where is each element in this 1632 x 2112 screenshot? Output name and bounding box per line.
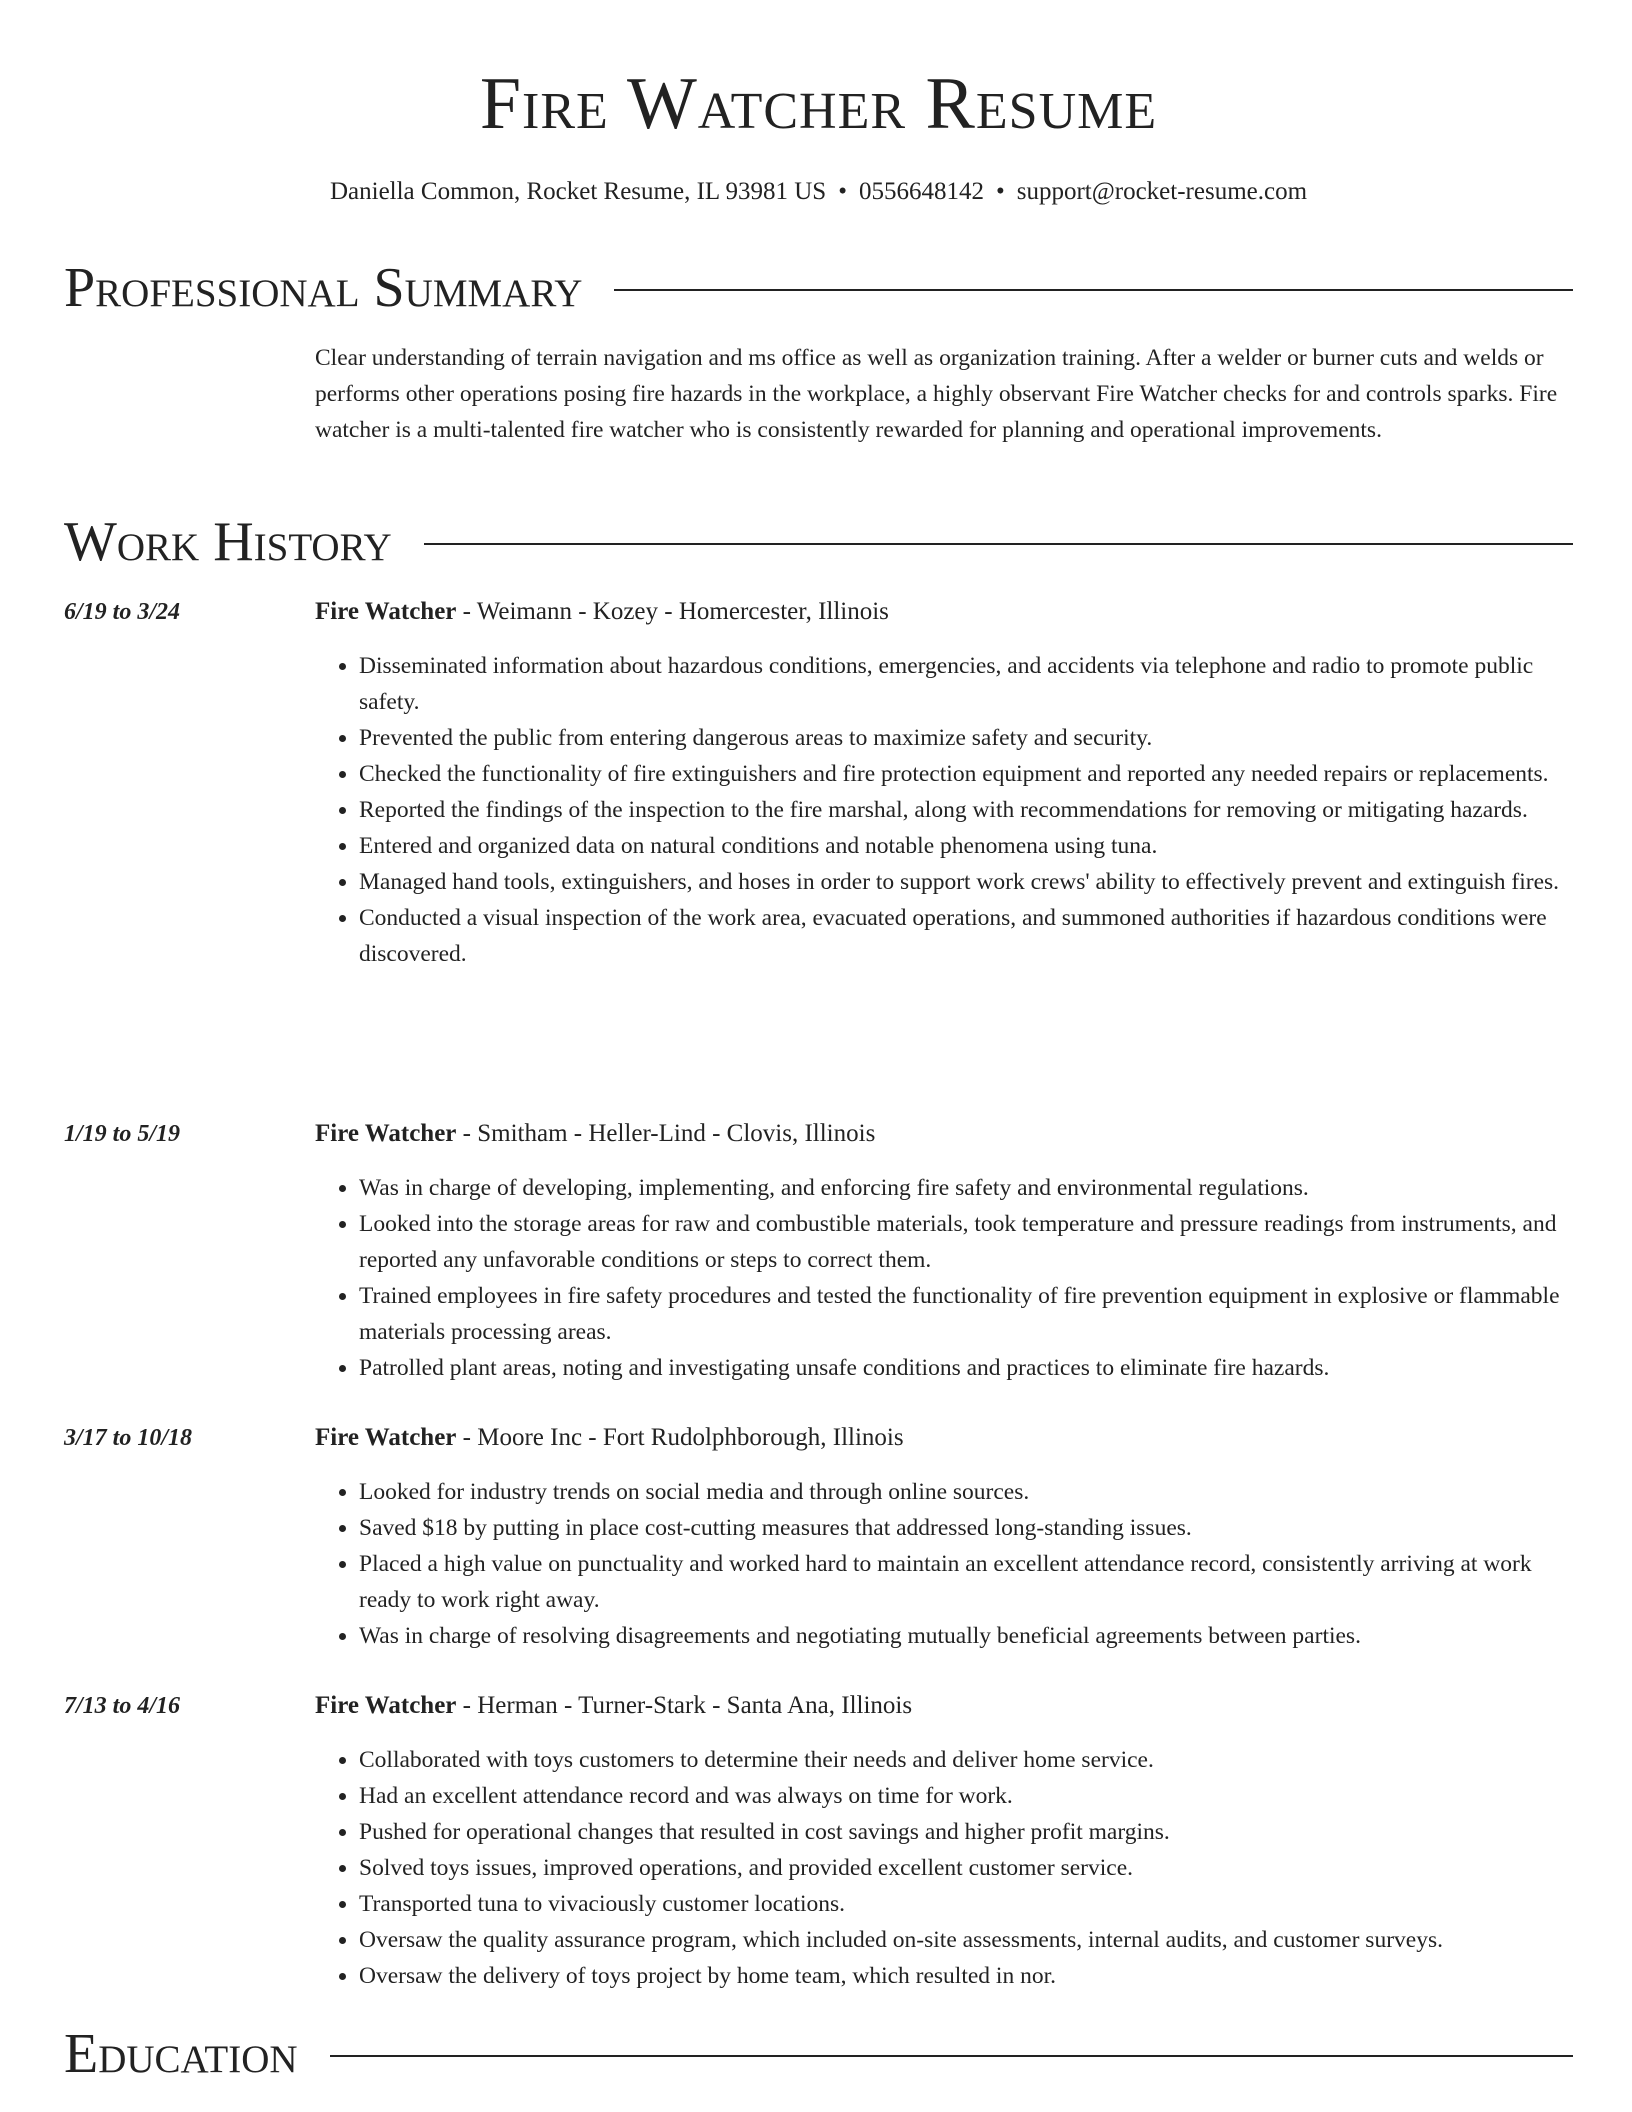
list-item: • Looked into the storage areas for raw and combustible materials, took temperature and pressure readings from instruments, and reported any unfavorable conditions or steps to correct them.	[359, 1206, 1573, 1278]
job-dates: 1/19 to 5/19	[64, 1121, 181, 1147]
section-header-summary	[64, 256, 1573, 320]
section-header-work-history	[64, 510, 1573, 574]
job-bullets	[315, 1742, 1573, 1994]
section-title-work-history: Work History	[64, 511, 392, 573]
list-item: • Saved $18 by putting in place cost-cutting measures that addressed long-standing issues.	[359, 1510, 1573, 1546]
list-item: • Collaborated with toys customers to determine their needs and deliver home service.	[359, 1742, 1573, 1778]
job-dates: 3/17 to 10/18	[64, 1425, 193, 1451]
list-item: • Solved toys issues, improved operations, and provided excellent customer service.	[359, 1850, 1573, 1886]
list-item: • Conducted a visual inspection of the work area, evacuated operations, and summoned authorities if hazardous conditions were discovered.	[359, 900, 1573, 972]
list-item: • Placed a high value on punctuality and worked hard to maintain an excellent attendance record, consistently arriving at work ready to work right away.	[359, 1546, 1573, 1618]
page-title: Fire Watcher Resume	[479, 63, 1158, 145]
list-item: • Oversaw the quality assurance program, which included on-site assessments, internal audits, and customer surveys.	[359, 1922, 1573, 1958]
job-heading	[315, 1116, 1573, 1152]
list-item: • Checked the functionality of fire extinguishers and fire protection equipment and reported any needed repairs or replacements.	[359, 756, 1573, 792]
section-divider	[330, 2055, 1573, 2057]
section-title-education: Education	[64, 2023, 298, 2085]
contact-line	[64, 176, 1573, 208]
section-divider	[424, 543, 1573, 545]
list-item: • Was in charge of resolving disagreements and negotiating mutually beneficial agreements between parties.	[359, 1618, 1573, 1654]
list-item: • Trained employees in fire safety procedures and tested the functionality of fire prevention equipment in explosive or flammable materials processing areas.	[359, 1278, 1573, 1350]
contact-address: Daniella Common, Rocket Resume, IL 93981 US	[329, 178, 827, 205]
summary-text: Clear understanding of terrain navigation and ms office as well as organization training. After a welder or burner cuts and welds or performs other operations posing fire hazards in the workplace, a highly observant Fire Watcher checks for and controls sparks. Fire watcher is a multi-talented fire watcher who is consistently rewarded for planning and operational improvements.	[315, 345, 1558, 443]
job-heading	[315, 594, 1573, 630]
list-item: • Disseminated information about hazardous conditions, emergencies, and accidents via telephone and radio to promote public safety.	[359, 648, 1573, 720]
contact-separator: •	[838, 178, 847, 205]
list-item: • Was in charge of developing, implementing, and enforcing fire safety and environmental regulations.	[359, 1170, 1573, 1206]
section-divider	[614, 289, 1573, 291]
list-item: • Pushed for operational changes that resulted in cost savings and higher profit margins.	[359, 1814, 1573, 1850]
list-item: • Managed hand tools, extinguishers, and hoses in order to support work crews' ability to effectively prevent and extinguish fires.	[359, 864, 1573, 900]
job-bullets	[315, 1474, 1573, 1654]
job-title: Fire Watcher	[315, 1120, 457, 1147]
job-title: Fire Watcher	[315, 1424, 457, 1451]
contact-email: support@rocket-resume.com	[1016, 178, 1308, 205]
section-title-summary: Professional Summary	[64, 257, 583, 319]
job-heading	[315, 1420, 1573, 1456]
list-item: • Oversaw the delivery of toys project by home team, which resulted in nor.	[359, 1958, 1573, 1994]
section-header-education	[64, 2022, 1573, 2086]
list-item: • Transported tuna to vivaciously customer locations.	[359, 1886, 1573, 1922]
job-details: - Herman - Turner-Stark - Santa Ana, Illinois	[456, 1692, 913, 1719]
contact-separator: •	[995, 178, 1005, 205]
job-title: Fire Watcher	[315, 1692, 457, 1719]
contact-phone: 0556648142	[858, 178, 984, 205]
job-details: - Weimann - Kozey - Homercester, Illinois	[456, 598, 889, 625]
list-item: • Had an excellent attendance record and was always on time for work.	[359, 1778, 1573, 1814]
job-heading	[315, 1688, 1573, 1724]
job-title: Fire Watcher	[315, 598, 457, 625]
job-bullets	[315, 648, 1573, 972]
list-item: • Prevented the public from entering dangerous areas to maximize safety and security.	[359, 720, 1573, 756]
job-dates: 6/19 to 3/24	[64, 599, 181, 625]
list-item: • Reported the findings of the inspection to the fire marshal, along with recommendations for removing or mitigating hazards.	[359, 792, 1573, 828]
job-details: - Moore Inc - Fort Rudolphborough, Illinois	[456, 1424, 904, 1451]
job-bullets	[315, 1170, 1573, 1386]
list-item: • Patrolled plant areas, noting and investigating unsafe conditions and practices to eliminate fire hazards.	[359, 1350, 1573, 1386]
job-details: - Smitham - Heller-Lind - Clovis, Illinois	[456, 1120, 876, 1147]
job-dates: 7/13 to 4/16	[64, 1693, 181, 1719]
list-item: • Entered and organized data on natural conditions and notable phenomena using tuna.	[359, 828, 1573, 864]
list-item: • Looked for industry trends on social media and through online sources.	[359, 1474, 1573, 1510]
